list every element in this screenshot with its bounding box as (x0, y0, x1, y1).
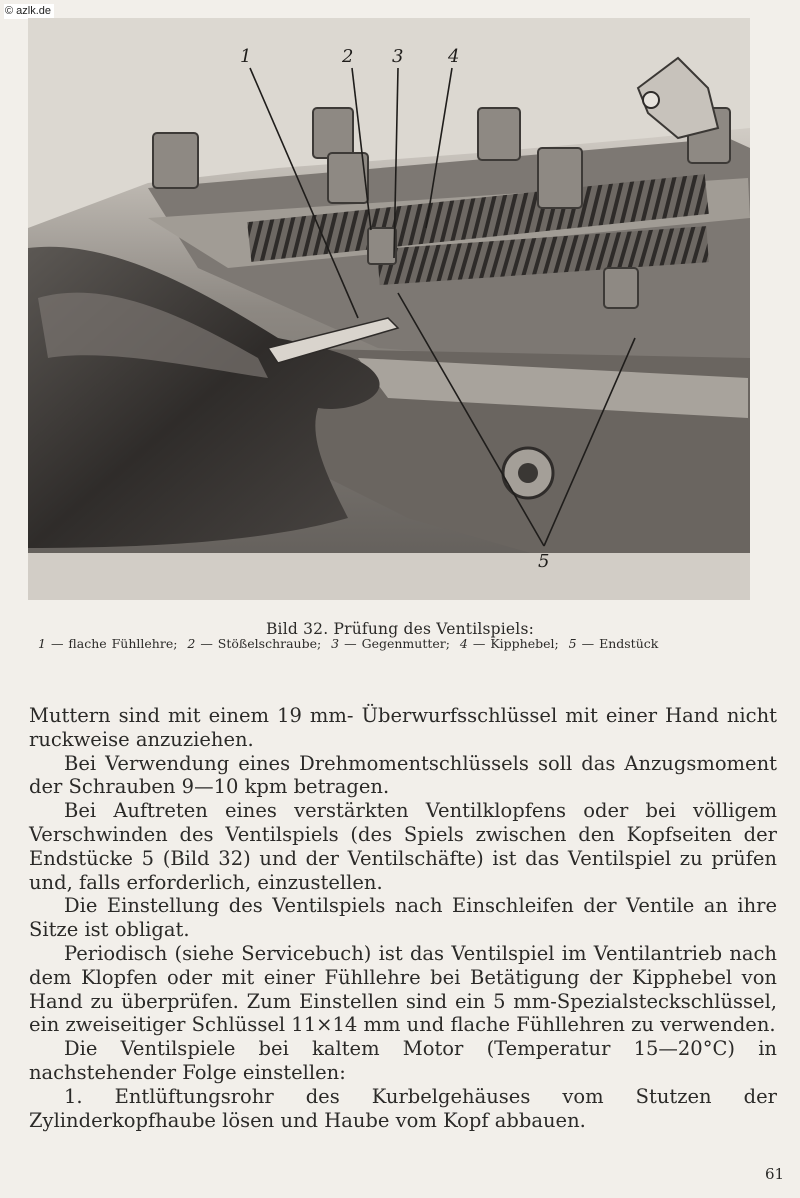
figure-caption-title: Bild 32. Prüfung des Ventilspiels: (265, 620, 535, 638)
figure-label-3: 3 (392, 46, 404, 67)
paragraph: Die Ventilspiele bei kaltem Motor (Temperatur 15—20°C) in nachstehender Folge einstellen: (29, 1037, 777, 1084)
legend-item: 3 — Gegenmutter; (331, 636, 450, 651)
paragraph: Bei Verwendung eines Drehmomentschlüssels soll das Anzugsmoment der Schrauben 9—10 kpm betragen. (29, 751, 777, 799)
figure-label-4: 4 (448, 46, 460, 67)
engine-photo (28, 18, 750, 600)
legend-item: 4 — Kipphebel; (459, 636, 559, 651)
paragraph: 1. Entlüftungsrohr des Kurbelgehäuses vom Stutzen der Zylinderkopfhaube lösen und Haube vom Kopf abbauen. (29, 1084, 777, 1132)
paragraph: Die Einstellung des Ventilspiels nach Einschleifen der Ventile an ihre Sitze ist obligat. (29, 894, 777, 942)
figure-caption-legend (38, 636, 768, 651)
paragraph: Periodisch (siehe Servicebuch) ist das Ventilspiel im Ventilantrieb nach dem Klopfen oder mit einer Fühllehre bei Betätigung der Kipphebel von Hand zu überprüfen. Zum Einstellen sind ein 5 mm-Spezialsteckschlüssel, ein zweiseitiger Schlüssel 11×14 mm und flache Fühllehren zu verwenden. (29, 941, 777, 1037)
body-text (29, 704, 777, 1132)
legend-item: 2 — Stößelschraube; (187, 636, 322, 651)
paragraph: Bei Auftreten eines verstärkten Ventilklopfens oder bei völligem Verschwinden des Ventilspiels (des Spiels zwischen den Kopfseiten der Endstücke 5 (Bild 32) und der Ventilschäfte) ist das Ventilspiel zu prüfen und, falls erforderlich, einzustellen. (29, 799, 777, 894)
figure-label-2: 2 (342, 46, 354, 67)
legend-item: 5 — Endstück (568, 636, 659, 651)
legend-item: 1 — flache Fühllehre; (38, 636, 178, 651)
figure-label-5: 5 (538, 551, 550, 572)
page-number: 61 (765, 1165, 785, 1183)
paragraph: Muttern sind mit einem 19 mm- Überwurfsschlüssel mit einer Hand nicht ruckweise anzuziehen. (29, 704, 777, 751)
engine-photo-graphic (28, 18, 750, 600)
figure-label-1: 1 (240, 46, 252, 67)
watermark: © azlk.de (4, 4, 54, 19)
